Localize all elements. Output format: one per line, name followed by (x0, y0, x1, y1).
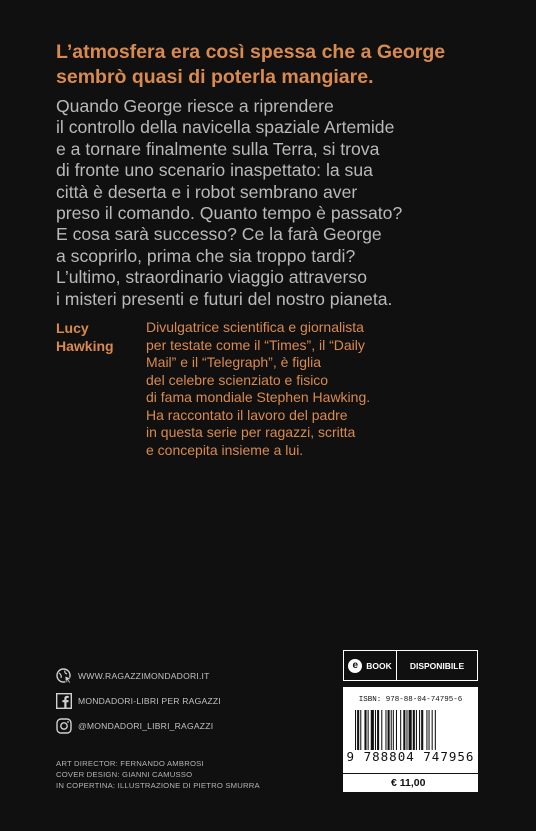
barcode-bar (426, 710, 427, 750)
website-url: WWW.RAGAZZIMONDADORI.IT (78, 670, 210, 681)
price: € 11,00 (391, 777, 426, 789)
isbn-text: ISBN: 978-88-04-74795-6 (358, 696, 463, 704)
facebook-link[interactable] (56, 691, 221, 710)
instagram-icon (56, 718, 72, 734)
barcode-panel (343, 687, 478, 773)
instagram-link[interactable] (56, 716, 221, 735)
barcode-bar (435, 710, 436, 750)
barcode-bar (364, 710, 366, 750)
tagline: L’atmosfera era così spessa che a George sembrò quasi di poterla mangiare. (56, 41, 446, 88)
book-description: Quando George riesce a riprendere il controllo della navicella spaziale Artemide e a tornare finalmente sulla Terra, si trova di fronte uno scenario inaspettato: la sua città è deserta e i robot sembrano aver preso il comando. Quanto tempo è passato? E cosa sarà successo? Ce la farà George a scoprirlo, prima che sia troppo tardi? L’ultimo, straordinario viaggio attraverso i misteri presenti e futuri del nostro pianeta. (56, 96, 403, 309)
barcode-bar (377, 710, 379, 750)
barcode-bars (355, 710, 466, 750)
barcode-bar (360, 710, 361, 750)
barcode-bar (391, 710, 392, 750)
barcode-bar (375, 710, 376, 750)
barcode-number: 9 788804 747956 (346, 749, 475, 764)
barcode-bar (396, 710, 397, 750)
ebook-status: DISPONIBILE (409, 660, 465, 671)
barcode-bar (416, 710, 417, 750)
credit-cover-design: COVER DESIGN: GIANNI CAMUSSO (56, 770, 193, 779)
barcode-bar (371, 710, 374, 750)
instagram-handle: @MONDADORI_LIBRI_RAGAZZI (78, 720, 214, 731)
author-bio: Divulgatrice scientifica e giornalista per testate come il “Times”, il “Daily Mail” e il “Telegraph”, è figlia del celebre scienziato e fisico di fama mondiale Stephen Hawking. Ha raccontato il lavoro del padre in questa serie per ragazzi, scritta e concepita insieme a lui. (146, 319, 371, 458)
credit-cover-illustration: IN COPERTINA: ILLUSTRAZIONE DI PIETRO SMURRA (56, 781, 260, 790)
globe-cursor-icon (56, 668, 72, 684)
barcode-bar (393, 710, 394, 750)
price-panel (343, 773, 478, 792)
barcode-bar (403, 710, 405, 750)
barcode-bar (368, 710, 369, 750)
barcode-bar (409, 710, 412, 750)
barcode-bar (357, 710, 359, 750)
barcode-bar (385, 710, 386, 750)
social-links (56, 666, 221, 741)
website-link[interactable] (56, 666, 221, 685)
ebook-e-icon: e (348, 659, 362, 673)
credit-art-director: ART DIRECTOR: FERNANDO AMBROSI (56, 759, 204, 768)
barcode-bar (400, 710, 401, 750)
barcode-bar (421, 710, 423, 750)
credits (56, 758, 260, 791)
barcode-bar (388, 710, 390, 750)
facebook-icon (56, 693, 72, 709)
ebook-availability-badge (343, 650, 478, 681)
barcode-bar (413, 710, 415, 750)
ebook-label (344, 651, 397, 680)
barcode-bar (381, 710, 382, 750)
author-name: Lucy Hawking (56, 320, 114, 354)
barcode-bar (355, 710, 356, 750)
barcode-bar (429, 710, 430, 750)
barcode-bar (432, 710, 433, 750)
barcode-bar (406, 710, 407, 750)
ebook-word: BOOK (366, 660, 392, 671)
barcode-bar (419, 710, 420, 750)
facebook-page: MONDADORI-LIBRI PER RAGAZZI (78, 695, 221, 706)
